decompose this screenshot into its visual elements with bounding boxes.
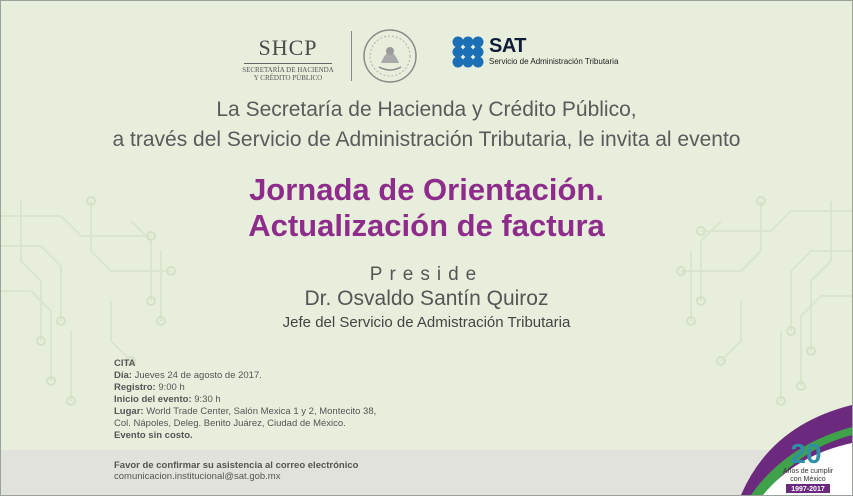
badge-line-1: Años de cumplir [782, 468, 834, 475]
event-title-line-1: Jornada de Orientación. [249, 172, 604, 207]
event-title [1, 172, 852, 244]
national-seal-icon [361, 27, 419, 85]
detail-inicio [114, 394, 454, 406]
detail-lugar-value: World Trade Center, Salón Mexica 1 y 2, Montecito 38, [146, 406, 377, 417]
shcp-logo-rule [244, 63, 332, 64]
detail-registro-label: Registro: [114, 382, 156, 393]
logo-divider [351, 31, 352, 81]
badge-years: 1997-2017 [791, 486, 825, 493]
presider-name: Dr. Osvaldo Santín Quiroz [304, 287, 549, 310]
detail-day-value: Jueves 24 de agosto de 2017. [134, 370, 262, 381]
intro-line-1: La Secretaría de Hacienda y Crédito Público, [216, 98, 637, 121]
invitation-intro [1, 95, 852, 155]
sat-logo-description: Servicio de Administración Tributaria [489, 57, 619, 66]
intro-line-2: a través del Servicio de Administración Tributaria, le invita al evento [112, 128, 741, 151]
detail-registro [114, 382, 454, 394]
sat-dots-icon [451, 35, 485, 69]
badge-number: 20 [790, 438, 822, 469]
detail-lugar-line-2: Col. Nápoles, Deleg. Benito Juárez, Ciudad de México. [114, 418, 346, 429]
footer-confirm-text: Favor de confirmar su asistencia al correo electrónico [114, 460, 359, 471]
detail-lugar-label: Lugar: [114, 406, 144, 417]
sat-logo-word: SAT [489, 35, 527, 57]
event-title-line-2: Actualización de factura [248, 208, 605, 243]
event-details [114, 358, 454, 442]
shcp-logo-line2: Y CRÉDITO PÚBLICO [253, 74, 323, 82]
footer-bar [1, 450, 852, 495]
presider-role: Jefe del Servicio de Admistración Tributaria [282, 314, 571, 331]
detail-inicio-value: 9:30 h [194, 394, 221, 405]
footer-email: comunicacion.institucional@sat.gob.mx [114, 471, 281, 482]
detail-lugar [114, 406, 454, 418]
details-heading: CITA [114, 358, 136, 369]
badge-line-2: con México [790, 476, 826, 483]
anniversary-badge [741, 405, 852, 495]
detail-registro-value: 9:00 h [158, 382, 185, 393]
shcp-logo-line1: SECRETARÍA DE HACIENDA [242, 66, 334, 74]
logos-header [1, 23, 852, 83]
detail-cost: Evento sin costo. [114, 430, 193, 441]
shcp-logo [238, 35, 338, 82]
detail-inicio-label: Inicio del evento: [114, 394, 192, 405]
detail-day-label: Día: [114, 370, 132, 381]
detail-day [114, 370, 454, 382]
presides-label: Preside [369, 264, 484, 285]
shcp-logo-title: SHCP [258, 35, 318, 60]
